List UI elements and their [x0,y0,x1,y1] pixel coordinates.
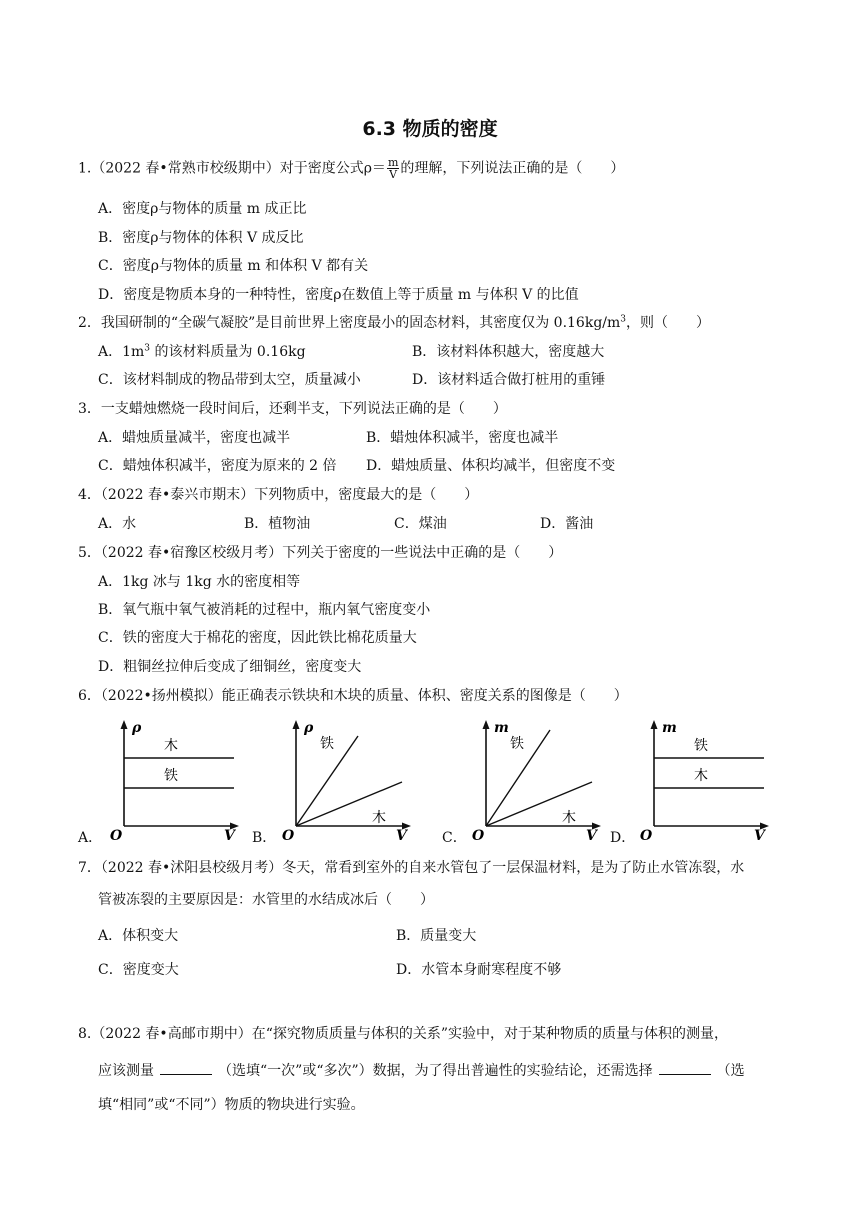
page-title: 6.3 物质的密度 [362,118,498,140]
q7-option-b: B．质量变大 [396,928,477,944]
graph-a-y-label: ρ [132,720,142,736]
q2-unit-superscript: 3 [620,314,627,325]
question-1-stem [78,157,624,180]
graph-b-y-label: ρ [304,720,314,736]
q5-option-a: A．1kg 冰与 1kg 水的密度相等 [98,574,301,590]
q4-option-a: A．水 [98,516,137,532]
question-8-line-2 [98,1060,745,1081]
q2-option-a-part-a: A．1m [98,344,145,360]
q2-option-a-superscript: 3 [144,343,151,354]
q1-option-d: D．密度是物质本身的一种特性，密度ρ在数值上等于质量 m 与体积 V 的比值 [98,287,579,303]
q7-option-c: C．密度变大 [98,962,179,978]
graph-c-y-arrow [483,720,490,729]
question-7-stem-line-2: 管被冻裂的主要原因是：水管里的水结成冰后（ ） [98,892,434,908]
q8-line-2-part-b: （选填“一次”或“多次”）数据，为了得出普遍性的实验结论，还需选择 [218,1063,653,1079]
q2-stem-part-b: ，则（ ） [626,315,711,331]
graph-a-x-label: V [224,828,235,842]
graph-c-label: C． [442,830,467,846]
graph-b-iron-label: 铁 [320,736,334,752]
graph-b-x-label: V [396,828,407,842]
fraction-denominator: V [389,168,398,181]
question-5-stem: 5．（2022 春•宿豫区校级月考）下列关于密度的一些说法中正确的是（ ） [78,545,563,561]
graph-d-y-arrow [651,720,658,729]
graph-a [108,718,240,842]
q3-option-d: D．蜡烛质量、体积均减半，但密度不变 [366,458,616,474]
question-2-stem [78,313,710,333]
graph-a-iron-label: 铁 [164,768,178,784]
graph-c [470,718,602,842]
q2-stem-part-a: 2．我国研制的“全碳气凝胶”是目前世界上密度最小的固态材料，其密度仅为 0.16kg/m [78,315,621,331]
q3-option-c: C．蜡烛体积减半，密度为原来的 2 倍 [98,458,337,474]
q2-option-a-part-b: 的该材料质量为 0.16kg [150,344,306,360]
q5-option-c: C．铁的密度大于棉花的密度，因此铁比棉花质量大 [98,630,417,646]
graph-d-iron-label: 铁 [694,738,708,754]
graph-a-y-arrow [121,720,128,729]
q1-stem-part-b: 的理解，下列说法正确的是（ ） [400,160,625,177]
graph-d-label: D． [610,830,636,846]
question-4-stem: 4．（2022 春•泰兴市期末）下列物质中，密度最大的是（ ） [78,487,479,503]
graph-d-wood-label: 木 [694,768,708,784]
q3-option-b: B．蜡烛体积减半，密度也减半 [366,430,559,446]
q7-option-a: A．体积变大 [98,928,179,944]
q1-option-b: B．密度ρ与物体的体积 V 成反比 [98,230,304,246]
q3-option-a: A．蜡烛质量减半，密度也减半 [98,430,291,446]
question-6-stem: 6．（2022•扬州模拟）能正确表示铁块和木块的质量、体积、密度关系的图像是（ ） [78,688,628,704]
q4-option-b: B．植物油 [244,516,311,532]
fraction-numerator: m [387,156,399,169]
answer-blank-2[interactable] [659,1060,711,1075]
q4-option-d: D．酱油 [540,516,594,532]
graph-a-origin-label: O [110,828,123,842]
question-8-line-1: 8.（2022 春•高邮市期中）在“探究物质质量与体积的关系”实验中，对于某种物质的质量与体积的测量， [78,1026,729,1042]
graph-a-wood-label: 木 [164,738,178,754]
question-7-stem-line-1: 7．（2022 春•沭阳县校级月考）冬天，常看到室外的自来水管包了一层保温材料，是为了防止水管冻裂，水 [78,860,745,876]
q8-line-2-part-c: （选 [716,1063,745,1079]
question-8-line-3: 填“相同”或“不同”）物质的物块进行实验。 [98,1097,365,1113]
graph-b-wood-label: 木 [372,810,386,826]
q1-stem-part-a: 1.（2022 春•常熟市校级期中）对于密度公式ρ＝ [78,160,386,177]
q2-option-c: C．该材料制成的物品带到太空，质量减小 [98,372,361,388]
q2-option-a [98,342,306,362]
graph-c-x-label: V [586,828,597,842]
graph-d [638,718,770,842]
q1-option-c: C．密度ρ与物体的质量 m 和体积 V 都有关 [98,258,369,274]
graph-c-wood-line [486,782,592,826]
graph-b-y-arrow [293,720,300,729]
graph-c-wood-label: 木 [562,810,576,826]
q8-line-2-part-a: 应该测量 [98,1063,154,1079]
q5-option-b: B．氧气瓶中氧气被消耗的过程中，瓶内氧气密度变小 [98,602,431,618]
graph-d-origin-label: O [640,828,653,842]
answer-blank-1[interactable] [160,1060,212,1075]
graph-c-origin-label: O [472,828,485,842]
q2-option-d: D．该材料适合做打桩用的重锤 [412,372,606,388]
graph-c-y-label: m [494,720,509,736]
question-3-stem: 3．一支蜡烛燃烧一段时间后，还剩半支，下列说法正确的是（ ） [78,401,507,417]
q4-option-c: C．煤油 [394,516,447,532]
density-formula-fraction [387,157,399,180]
graph-d-y-label: m [662,720,677,736]
graph-b-label: B． [252,830,277,846]
graph-b [280,718,412,842]
q7-option-d: D．水管本身耐寒程度不够 [396,962,562,978]
graph-c-iron-label: 铁 [510,736,524,752]
graph-d-x-label: V [754,828,765,842]
graph-a-label: A． [78,830,103,846]
q1-option-a: A．密度ρ与物体的质量 m 成正比 [98,201,307,217]
q5-option-d: D．粗铜丝拉伸后变成了细铜丝，密度变大 [98,659,362,675]
q2-option-b: B．该材料体积越大，密度越大 [412,344,605,360]
graph-b-origin-label: O [282,828,295,842]
